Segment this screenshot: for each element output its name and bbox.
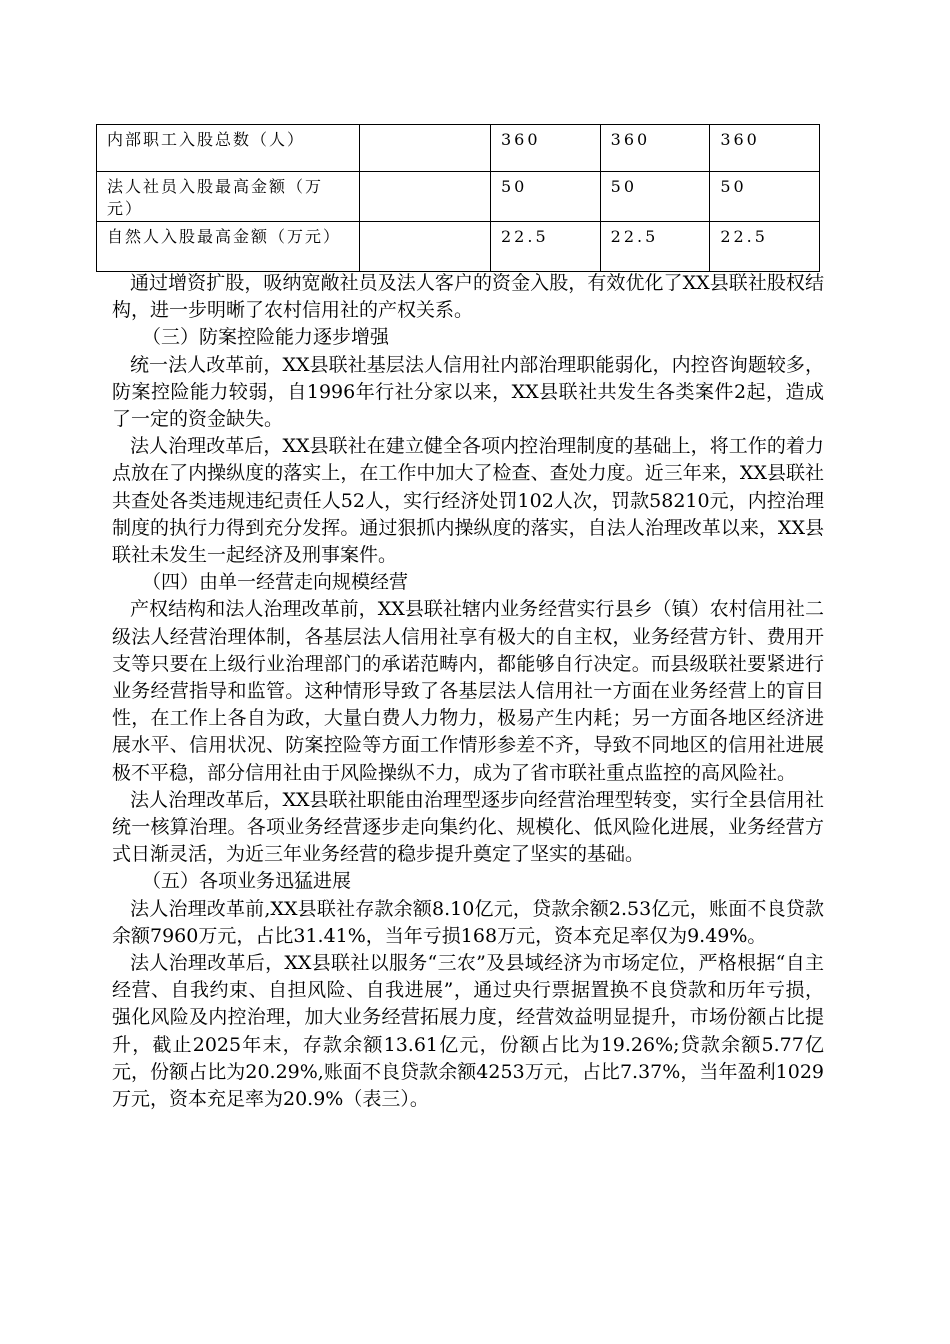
value-cell: 50 [600, 172, 710, 222]
table-row [97, 222, 820, 272]
document-body [112, 270, 824, 1113]
empty-cell [360, 222, 491, 272]
share-statistics-table [96, 124, 820, 272]
row-label: 自然人入股最高金额（万元） [97, 222, 360, 272]
section-heading: （五）各项业务迅猛进展 [142, 870, 352, 893]
body-paragraph: 法人治理改革前,XX县联社存款余额8.10亿元，贷款余额2.53亿元，账面不良贷款余额7960万元，占比31.41%，当年亏损168万元，资本充足率仅为9.49%。 [112, 897, 824, 947]
body-paragraph: 产权结构和法人治理改革前，XX县联社辖内业务经营实行县乡（镇）农村信用社二级法人经营治理体制，各基层法人信用社享有极大的自主权，业务经营方针、费用开支等只要在上级行业治理部门的承诺范畴内，都能够自行决定。而县级联社要紧进行业务经营指导和监管。这种情形导致了各基层法人信用社一方面在业务经营上的盲目性，在工作上各自为政，大量白费人力物力，极易产生内耗；另一方面各地区经济进展水平、信用状况、防案控险等方面工作情形参差不齐，导致不同地区的信用社进展极不平稳，部分信用社由于风险操纵不力，成为了省市联社重点监控的高风险社。 [112, 598, 824, 784]
value-cell: 50 [710, 172, 820, 222]
body-paragraph: 法人治理改革后，XX县联社在建立健全各项内控治理制度的基础上，将工作的着力点放在了内操纵度的落实上，在工作中加大了检查、查处力度。近三年来，XX县联社共查处各类违规违纪责任人52人，实行经济处罚102人次，罚款58210元，内控治理制度的执行力得到充分发挥。通过狠抓内操纵度的落实，自法人治理改革以来，XX县联社未发生一起经济及刑事案件。 [112, 435, 824, 567]
table-row [97, 125, 820, 172]
row-label: 法人社员入股最高金额（万元） [97, 172, 360, 222]
empty-cell [360, 125, 491, 172]
body-paragraph: 通过增资扩股，吸纳宽敞社员及法人客户的资金入股，有效优化了XX县联社股权结构，进一步明晰了农村信用社的产权关系。 [112, 272, 824, 322]
section-heading: （三）防案控险能力逐步增强 [142, 326, 390, 349]
value-cell: 22.5 [491, 222, 601, 272]
value-cell: 50 [491, 172, 601, 222]
value-cell: 22.5 [710, 222, 820, 272]
value-cell: 360 [600, 125, 710, 172]
body-paragraph: 统一法人改革前，XX县联社基层法人信用社内部治理职能弱化，内控咨询题较多，防案控险能力较弱，自1996年行社分家以来，XX县联社共发生各类案件2起，造成了一定的资金缺失。 [112, 353, 824, 431]
value-cell: 22.5 [600, 222, 710, 272]
empty-cell [360, 172, 491, 222]
section-heading: （四）由单一经营走向规模经营 [142, 571, 409, 594]
table-row [97, 172, 820, 222]
body-paragraph: 法人治理改革后，XX县联社以服务“三农”及县域经济为市场定位，严格根据“自主经营、自我约束、自担风险、自我进展”，通过央行票据置换不良贷款和历年亏损，强化风险及内控治理，加大业务经营拓展力度，经营效益明显提升，市场份额占比提升，截止2025年末，存款余额13.61亿元，份额占比为19.26%;贷款余额5.77亿元，份额占比为20.29%,账面不良贷款余额4253万元，占比7.37%，当年盈利1029万元，资本充足率为20.9%（表三）。 [112, 952, 824, 1111]
body-paragraph: 法人治理改革后，XX县联社职能由治理型逐步向经营治理型转变，实行全县信用社统一核算治理。各项业务经营逐步走向集约化、规模化、低风险化进展，业务经营方式日渐灵活，为近三年业务经营的稳步提升奠定了坚实的基础。 [112, 788, 824, 866]
value-cell: 360 [710, 125, 820, 172]
row-label: 内部职工入股总数（人） [97, 125, 360, 172]
value-cell: 360 [491, 125, 601, 172]
